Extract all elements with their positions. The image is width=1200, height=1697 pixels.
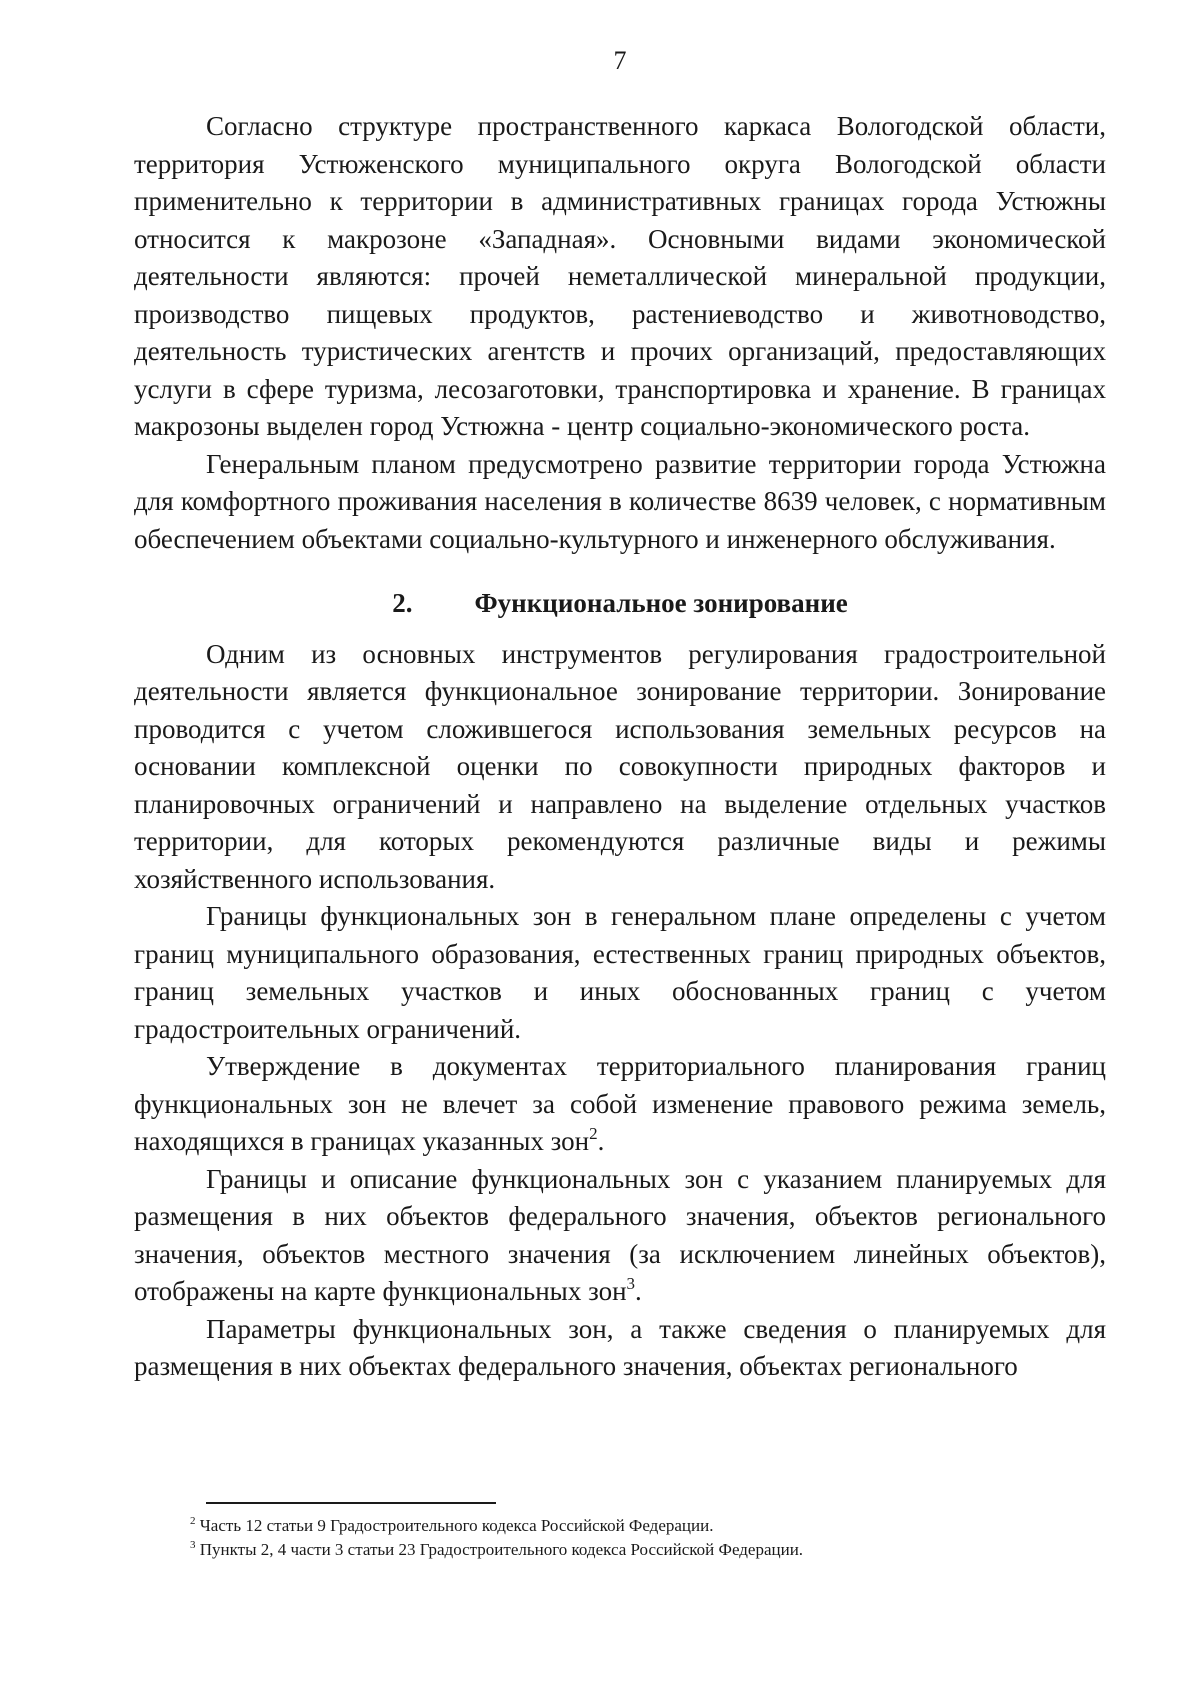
paragraph-legal-regime bbox=[134, 1048, 1106, 1161]
paragraph-zone-map-tail: . bbox=[635, 1276, 642, 1306]
footnotes bbox=[190, 1514, 1090, 1562]
section-title: Функциональное зонирование bbox=[474, 588, 848, 618]
footnote-2 bbox=[190, 1514, 1090, 1538]
document-body bbox=[134, 108, 1106, 1386]
paragraph-zone-map-text: Границы и описание функциональных зон с указанием планируемых для размещения в них объектов федерального значения, объектов регионального значения, объектов местного значения (за исключением линейных объектов), отображены на карте функциональных зон bbox=[134, 1163, 1106, 1306]
paragraph-legal-regime-text: Утверждение в документах территориального планирования границ функциональных зон не влечет за собой изменение правового режима земель, находящихся в границах указанных зон bbox=[134, 1051, 1106, 1156]
paragraph-zone-map bbox=[134, 1161, 1106, 1311]
section-number: 2. bbox=[392, 588, 413, 618]
paragraph-legal-regime-tail: . bbox=[597, 1126, 605, 1156]
footnote-2-marker: 2 bbox=[190, 1515, 196, 1527]
section-heading bbox=[134, 585, 1106, 623]
paragraph-zoning-instrument: Одним из основных инструментов регулирования градостроительной деятельности является функциональное зонирование территории. Зонирование проводится с учетом сложившегося использования земельных ресурсов на основании комплексной оценки по совокупности природных факторов и планировочных ограничений и направлено на выделение отдельных участков территории, для которых рекомендуются различные виды и режимы хозяйственного использования. bbox=[134, 638, 1106, 894]
footnote-ref-2: 2 bbox=[589, 1124, 598, 1143]
footnote-3-text: Пункты 2, 4 части 3 статьи 23 Градостроительного кодекса Российской Федерации. bbox=[195, 1540, 804, 1559]
paragraph-zone-parameters: Параметры функциональных зон, а также сведения о планируемых для размещения в них объектах федерального значения, объектах регионального bbox=[134, 1313, 1106, 1381]
paragraph-zone-boundaries: Границы функциональных зон в генеральном плане определены с учетом границ муниципального образования, естественных границ природных объектов, границ земельных участков и иных обоснованных границ с учетом градостроительных ограничений. bbox=[134, 901, 1106, 1044]
footnote-3-marker: 3 bbox=[190, 1539, 196, 1551]
footnote-separator bbox=[206, 1502, 496, 1504]
footnote-3 bbox=[190, 1538, 1090, 1562]
footnote-ref-3: 3 bbox=[626, 1274, 636, 1293]
footnote-2-text: Часть 12 статьи 9 Градостроительного кодекса Российской Федерации. bbox=[195, 1516, 714, 1535]
paragraph-population: Генеральным планом предусмотрено развитие территории города Устюжна для комфортного проживания населения в количестве 8639 человек, с нормативным обеспечением объектами социально-культурного и инженерного обслуживания. bbox=[134, 448, 1106, 554]
page-number: 7 bbox=[613, 46, 627, 75]
paragraph-spatial-framework: Согласно структуре пространственного каркаса Вологодской области, территория Устюженского муниципального округа Вологодской области применительно к территории в административных границах города Устюжны относится к макрозоне «Западная». Основными видами экономической деятельности являются: прочей неметаллической минеральной продукции, производство пищевых продуктов, растениеводство и животноводство, деятельность туристических агентств и прочих организаций, предоставляющих услуги в сфере туризма, лесозаготовки, транспортировка и хранение. В границах макрозоны выделен город Устюжна - центр социально-экономического роста. bbox=[134, 111, 1106, 441]
